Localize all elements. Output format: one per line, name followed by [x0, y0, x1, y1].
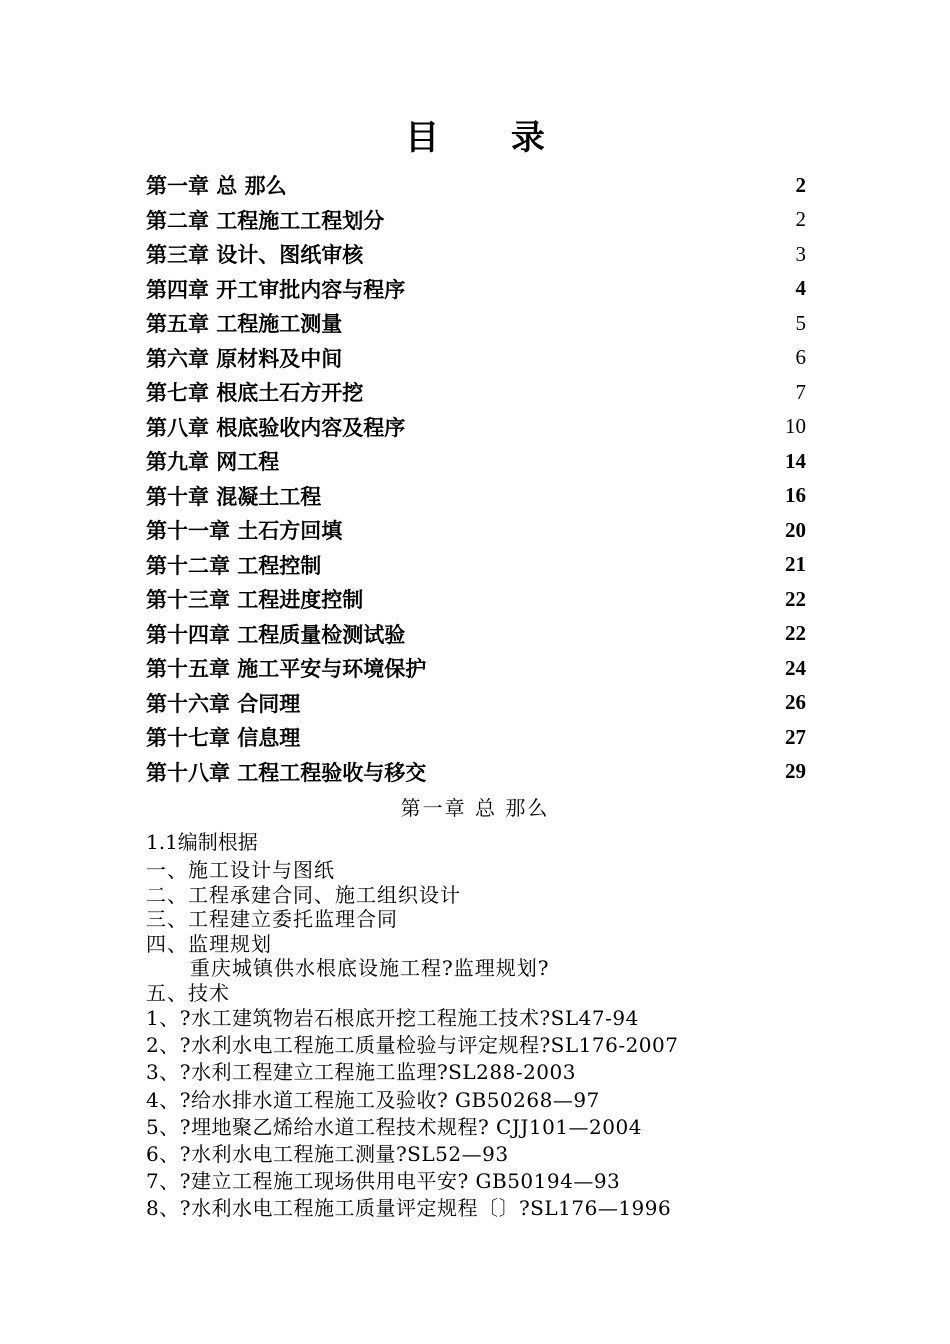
body-line: 7、?建立工程施工现场供用电平安? GB50194—93: [146, 1169, 621, 1194]
toc-label: 第一章 总 那么: [146, 173, 287, 199]
toc-label: 第十五章 施工平安与环境保护: [146, 656, 427, 682]
toc-page-number: 16: [785, 483, 806, 508]
toc-page-number: 26: [785, 690, 806, 715]
toc-row[interactable]: [146, 444, 806, 479]
toc-row[interactable]: [146, 341, 806, 376]
toc-row[interactable]: [146, 720, 806, 755]
toc-row[interactable]: [146, 306, 806, 341]
toc-row[interactable]: [146, 582, 806, 617]
toc-page-number: 7: [795, 379, 806, 404]
toc-label: 第十三章 工程进度控制: [146, 587, 364, 613]
toc-page-number: 10: [785, 414, 806, 439]
body-line: 8、?水利水电工程施工质量评定规程〔〕?SL176—1996: [146, 1196, 672, 1221]
toc-page-number: 27: [785, 724, 806, 749]
toc-row[interactable]: [146, 237, 806, 272]
toc-label: 第九章 网工程: [146, 449, 280, 475]
section-heading: 1.1编制根据: [146, 830, 258, 854]
table-of-contents: [146, 168, 806, 789]
toc-page-number: 14: [785, 448, 806, 473]
toc-row[interactable]: [146, 617, 806, 652]
toc-page-number: 22: [785, 621, 806, 646]
toc-page-number: 5: [795, 310, 806, 335]
body-line: 5、?埋地聚乙烯给水道工程技术规程? CJJ101—2004: [146, 1114, 642, 1139]
toc-label: 第八章 根底验收内容及程序: [146, 414, 406, 440]
toc-row[interactable]: [146, 513, 806, 548]
toc-page-number: 29: [785, 759, 806, 784]
toc-page-number: 21: [785, 552, 806, 577]
toc-page-number: 4: [795, 276, 806, 301]
body-line: 四、监理规划: [146, 931, 272, 956]
chapter-heading: 第一章 总 那么: [400, 796, 550, 820]
toc-label: 第十八章 工程工程验收与移交: [146, 759, 427, 785]
toc-row[interactable]: [146, 755, 806, 790]
toc-row[interactable]: [146, 686, 806, 721]
toc-label: 第十四章 工程质量检测试验: [146, 621, 406, 647]
body-line: 3、?水利工程建立工程施工监理?SL288-2003: [146, 1060, 576, 1085]
body-line: 五、技术: [146, 980, 230, 1005]
body-line: 二、工程承建合同、施工组织设计: [146, 882, 461, 907]
body-line: 重庆城镇供水根底设施工程?监理规划?: [190, 956, 550, 980]
page-title: 目 录: [405, 118, 575, 158]
toc-label: 第二章 工程施工工程划分: [146, 207, 385, 233]
toc-label: 第十章 混凝土工程: [146, 483, 322, 509]
toc-page-number: 20: [785, 517, 806, 542]
body-line: 1、?水工建筑物岩石根底开挖工程施工技术?SL47-94: [146, 1006, 639, 1030]
toc-label: 第六章 原材料及中间: [146, 345, 343, 371]
body-line: 三、工程建立委托监理合同: [146, 907, 398, 931]
toc-page-number: 2: [795, 172, 806, 197]
toc-row[interactable]: [146, 479, 806, 514]
toc-row[interactable]: [146, 272, 806, 307]
toc-row[interactable]: [146, 375, 806, 410]
toc-page-number: 2: [795, 207, 806, 232]
toc-page-number: 3: [795, 241, 806, 266]
toc-page-number: 6: [795, 345, 806, 370]
toc-label: 第十二章 工程控制: [146, 552, 322, 578]
body-line: 6、?水利水电工程施工测量?SL52—93: [146, 1141, 509, 1166]
toc-label: 第四章 开工审批内容与程序: [146, 276, 406, 302]
toc-label: 第十一章 土石方回填: [146, 518, 343, 544]
toc-label: 第七章 根底土石方开挖: [146, 380, 364, 406]
toc-row[interactable]: [146, 548, 806, 583]
body-line: 4、?给水排水道工程施工及验收? GB50268—97: [146, 1087, 600, 1112]
toc-label: 第十七章 信息理: [146, 725, 301, 751]
toc-page-number: 24: [785, 655, 806, 680]
toc-row[interactable]: [146, 410, 806, 445]
toc-row[interactable]: [146, 651, 806, 686]
body-line: 2、?水利水电工程施工质量检验与评定规程?SL176-2007: [146, 1033, 679, 1058]
toc-label: 第十六章 合同理: [146, 690, 301, 716]
toc-page-number: 22: [785, 586, 806, 611]
toc-row[interactable]: [146, 203, 806, 238]
body-text: [146, 858, 826, 1223]
toc-label: 第三章 设计、图纸审核: [146, 242, 364, 268]
toc-row[interactable]: [146, 168, 806, 203]
toc-label: 第五章 工程施工测量: [146, 311, 343, 337]
body-line: 一、施工设计与图纸: [146, 858, 335, 882]
